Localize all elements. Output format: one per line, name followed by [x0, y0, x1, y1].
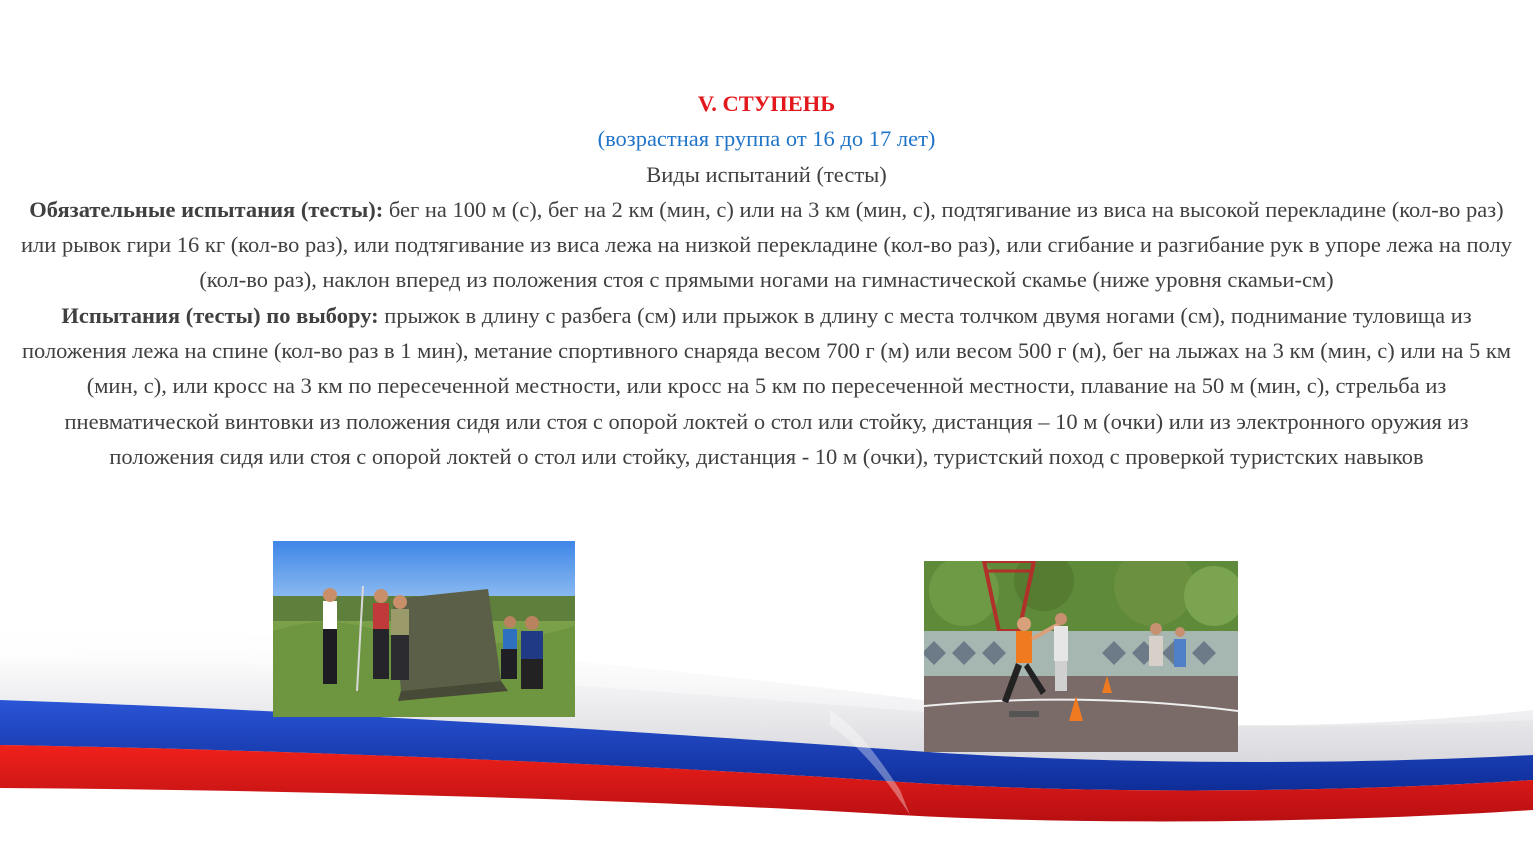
age-group-subtitle: (возрастная группа от 16 до 17 лет) — [597, 126, 936, 152]
optional-tests-paragraph — [20, 298, 1513, 474]
mandatory-tests-label: Обязательные испытания (тесты): — [29, 196, 384, 222]
section-heading: Виды испытаний (тесты) — [646, 161, 887, 187]
slide-text — [20, 86, 1513, 474]
optional-tests-text: прыжок в длину с разбега (см) или прыжок в длину с места толчком двумя ногами (см), поднимание туловища из положения лежа на спине (кол-во раз в 1 мин), метание спортивного снаряда весом 700 г (м) или весом 500 г (м), бег на лыжах на 3 км (мин, с) или на 5 км (мин, с), или кросс на 3 км по пересеченной местности, или кросс на 5 км по пересеченной местности, плавание на 50 м (мин, с), стрельба из пневматической винтовки из положения сидя или стоя с опорой локтей о стол или стойку, дистанция – 10 м (очки) или из электронного оружия из положения сидя или стоя с опорой локтей о стол или стойку, дистанция - 10 м (очки), туристский поход с проверкой туристских навыков — [21, 302, 1512, 469]
shot-put-photo — [924, 561, 1238, 752]
slide-title: V. СТУПЕНЬ — [697, 91, 836, 116]
tent-pitching-photo — [273, 541, 575, 717]
optional-tests-label: Испытания (тесты) по выбору: — [61, 302, 379, 328]
russian-flag-ribbon — [0, 560, 1533, 864]
mandatory-tests-text: бег на 100 м (с), бег на 2 км (мин, с) или на 3 км (мин, с), подтягивание из виса на высокой перекладине (кол-во раз) или рывок гири 16 кг (кол-во раз), или подтягивание из виса лежа на низкой перекладине (кол-во раз), или сгибание и разгибание рук в упоре лежа на полу (кол-во раз), наклон вперед из положения стоя с прямыми ногами на гимнастической скамье (ниже уровня скамьи-см) — [21, 196, 1512, 293]
mandatory-tests-paragraph — [20, 192, 1513, 298]
